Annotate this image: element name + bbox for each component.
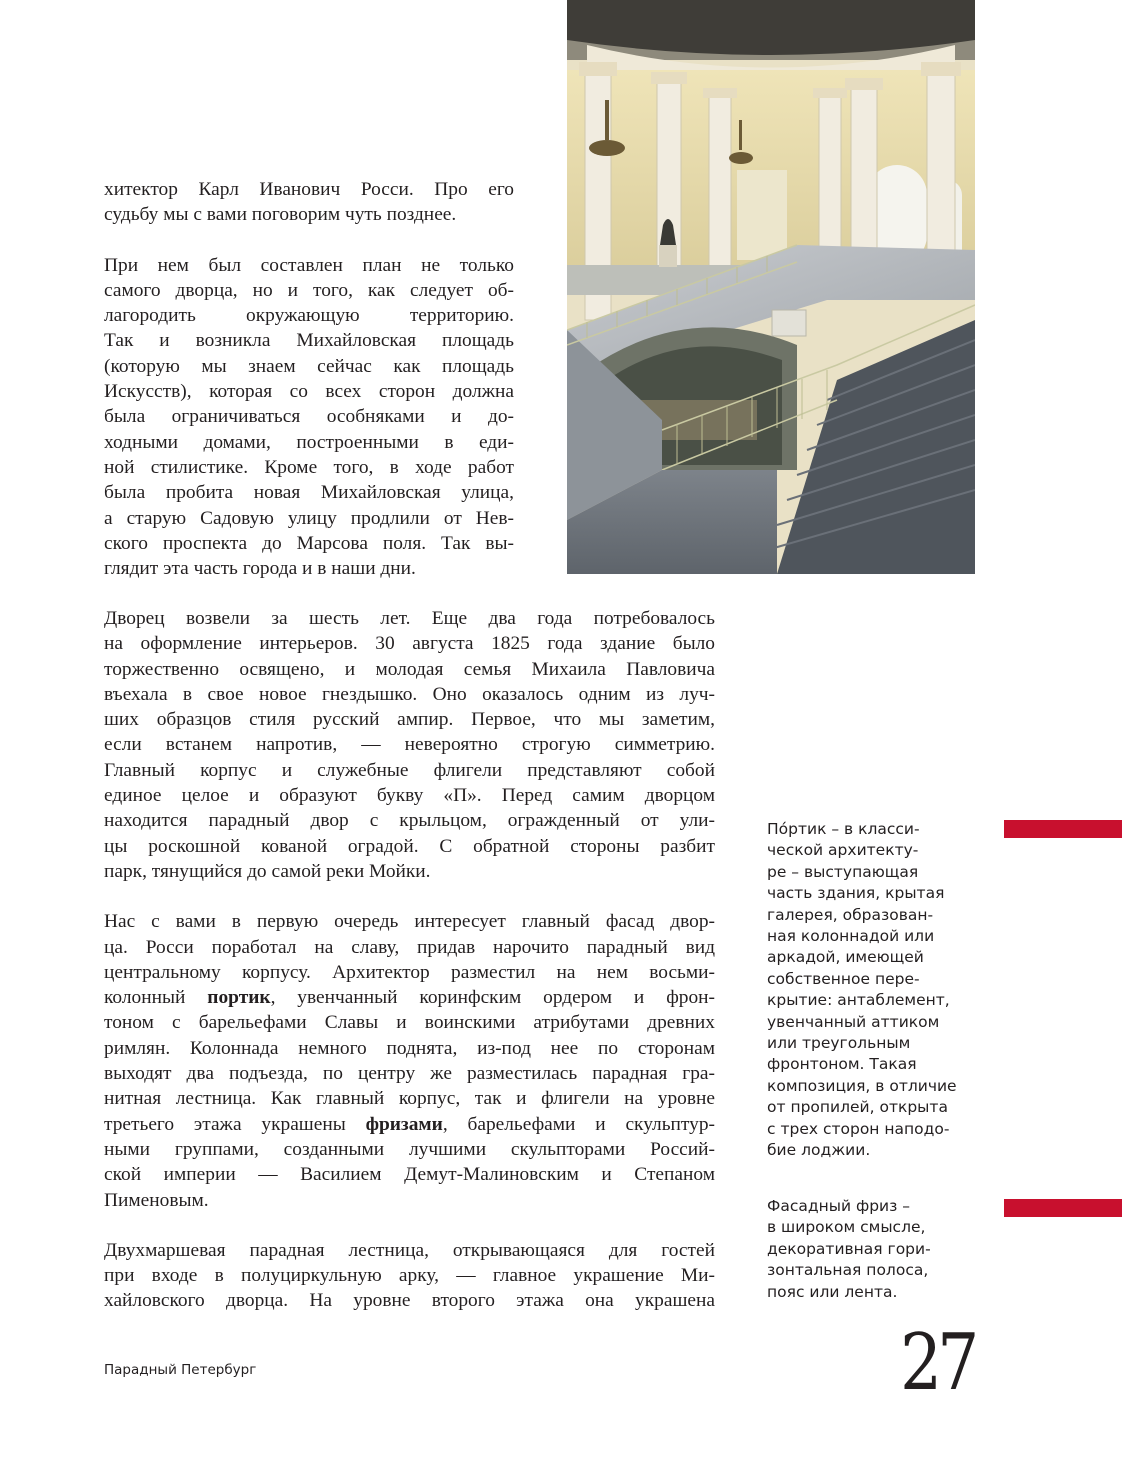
sidenote-line: По́ртик – в класси- [767,820,920,838]
sidenote-line: собственное пере- [767,969,920,988]
text-line: находится парадный двор с крыльцом, огражденный от ули- [104,810,715,832]
sidenote-line: ческой архитекту- [767,841,919,860]
text-line: на оформление интерьеров. 30 августа 1825 года здание было [104,633,715,655]
sidenote-portik [767,819,987,1162]
sidenote-line: ная колоннадой или [767,927,935,946]
text-line: самого дворца, но и того, как следует об- [104,279,514,301]
paragraph-staircase [104,1238,715,1314]
sidenote-line: зонтальная полоса, [767,1261,929,1280]
text-line: Дворец возвели за шесть лет. Еще два года потребовалось [104,608,715,629]
text-line: судьбу мы с вами поговорим чуть позднее. [104,204,457,226]
text-line: При нем был составлен план не только [104,254,514,276]
paragraph-palace [104,606,715,884]
text-line: торжественно освящено, и молодая семья Михаила Павловича [104,658,715,680]
text-line: ца. Росси поработал на славу, придав нарочито парадный вид [104,936,715,958]
sidenote-line: ре – выступающая [767,862,919,881]
text-line: лагородить окружающую территорию. [104,305,514,327]
text-line: центральному корпусу. Архитектор разместил на нем восьми- [104,961,715,983]
paragraph-facade [104,909,715,1213]
sidenote-line: или треугольным [767,1034,911,1053]
sidenote-line: бие лоджии. [767,1141,871,1160]
term-portik: портик [207,987,271,1009]
main-text [104,606,715,1314]
text-line: Нас с вами в первую очередь интересует главный фасад двор- [104,911,715,933]
text-line [104,1112,715,1137]
text-fragment: , барельефами и скульптур- [442,1113,715,1135]
staircase-photo [567,0,975,574]
sidenote-line: фронтоном. Такая [767,1055,917,1074]
text-line: единое целое и образуют букву «П». Перед самим дворцом [104,785,715,807]
sidenote-line: часть здания, крытая [767,884,945,903]
sidenote-friz [767,1196,987,1303]
intro-text [104,177,514,581]
text-line: Пименовым. [104,1189,209,1211]
text-fragment: третьего этажа украшены [104,1113,366,1135]
text-line: парк, тянущийся до самой реки Мойки. [104,860,431,882]
text-line: была пробита новая Михайловская улица, [104,482,514,504]
text-line: если встанем напротив, — невероятно строгую симметрию. [104,734,715,756]
sidenote-line: в широком смысле, [767,1218,926,1237]
sidenote-line: декоративная гори- [767,1239,931,1258]
page-number: 27 [900,1318,975,1408]
text-line: ной стилистике. Кроме того, в ходе работ [104,456,514,478]
sidenote-line: крытие: антаблемент, [767,991,950,1010]
text-line: цы роскошной кованой оградой. С обратной стороны разбит [104,835,715,857]
text-line: Так и возникла Михайловская площадь [104,330,514,352]
text-line: римлян. Колоннада немного поднята, из-под нее по сторонам [104,1037,715,1059]
paragraph-intro-2 [104,253,514,582]
sidenote-marker-portik [1004,820,1122,838]
sidenote-line: композиция, в отличие [767,1076,957,1095]
text-line: ными группами, созданными лучшими скульпторами Россий- [104,1138,715,1160]
sidenote-line: пояс или лента. [767,1282,898,1301]
text-line: тоном с барельефами Славы и воинскими атрибутами древних [104,1012,715,1034]
text-line: въехала в свое новое гнездышко. Оно оказалось одним из луч- [104,683,715,705]
term-frizy: фризами [365,1113,443,1135]
text-line: ших образцов стиля русский ампир. Первое, что мы заметим, [104,709,715,731]
text-line: была ограничиваться особняками и до- [104,406,514,428]
text-line [104,985,715,1010]
text-line: Двухмаршевая парадная лестница, открывающаяся для гостей [104,1239,715,1261]
paragraph-intro-1 [104,177,514,228]
text-line: Главный корпус и служебные флигели представляют собой [104,759,715,781]
text-fragment: колонный [104,987,208,1009]
text-line: а старую Садовую улицу продлили от Нев- [104,507,514,529]
text-line: выходят два подъезда, по центру же разместилась парадная гра- [104,1063,715,1085]
text-line: ходными домами, построенными в еди- [104,431,514,453]
sidenote-line: от пропилей, открыта [767,1098,948,1117]
sidenote-line: Фасадный фриз – [767,1197,911,1215]
text-line: хитектор Карл Иванович Росси. Про его [104,179,514,200]
sidenote-line: увенчанный аттиком [767,1012,940,1031]
text-line: нитная лестница. Как главный корпус, так и флигели на уровне [104,1088,715,1110]
text-fragment: , увенчанный коринфским ордером и фрон- [270,987,715,1009]
sidenote-marker-friz [1004,1199,1122,1217]
text-line: при входе в полуциркульную арку, — главное украшение Ми- [104,1265,715,1287]
text-line: хайловского дворца. На уровне второго этажа она украшена [104,1290,715,1312]
text-line: ской империи — Василием Демут-Малиновским и Степаном [104,1164,715,1186]
sidenote-line: галерея, образован- [767,905,934,924]
sidenote-line: аркадой, имеющей [767,948,924,967]
text-line: (которую мы знаем сейчас как площадь [104,355,514,377]
text-line: ского проспекта до Марсова поля. Так вы- [104,532,514,554]
sidenote-line: с трех сторон наподо- [767,1119,950,1138]
text-line: Искусств), которая со всех сторон должна [104,381,514,403]
running-footer-title: Парадный Петербург [104,1362,257,1378]
text-line: глядит эта часть города и в наши дни. [104,558,416,580]
